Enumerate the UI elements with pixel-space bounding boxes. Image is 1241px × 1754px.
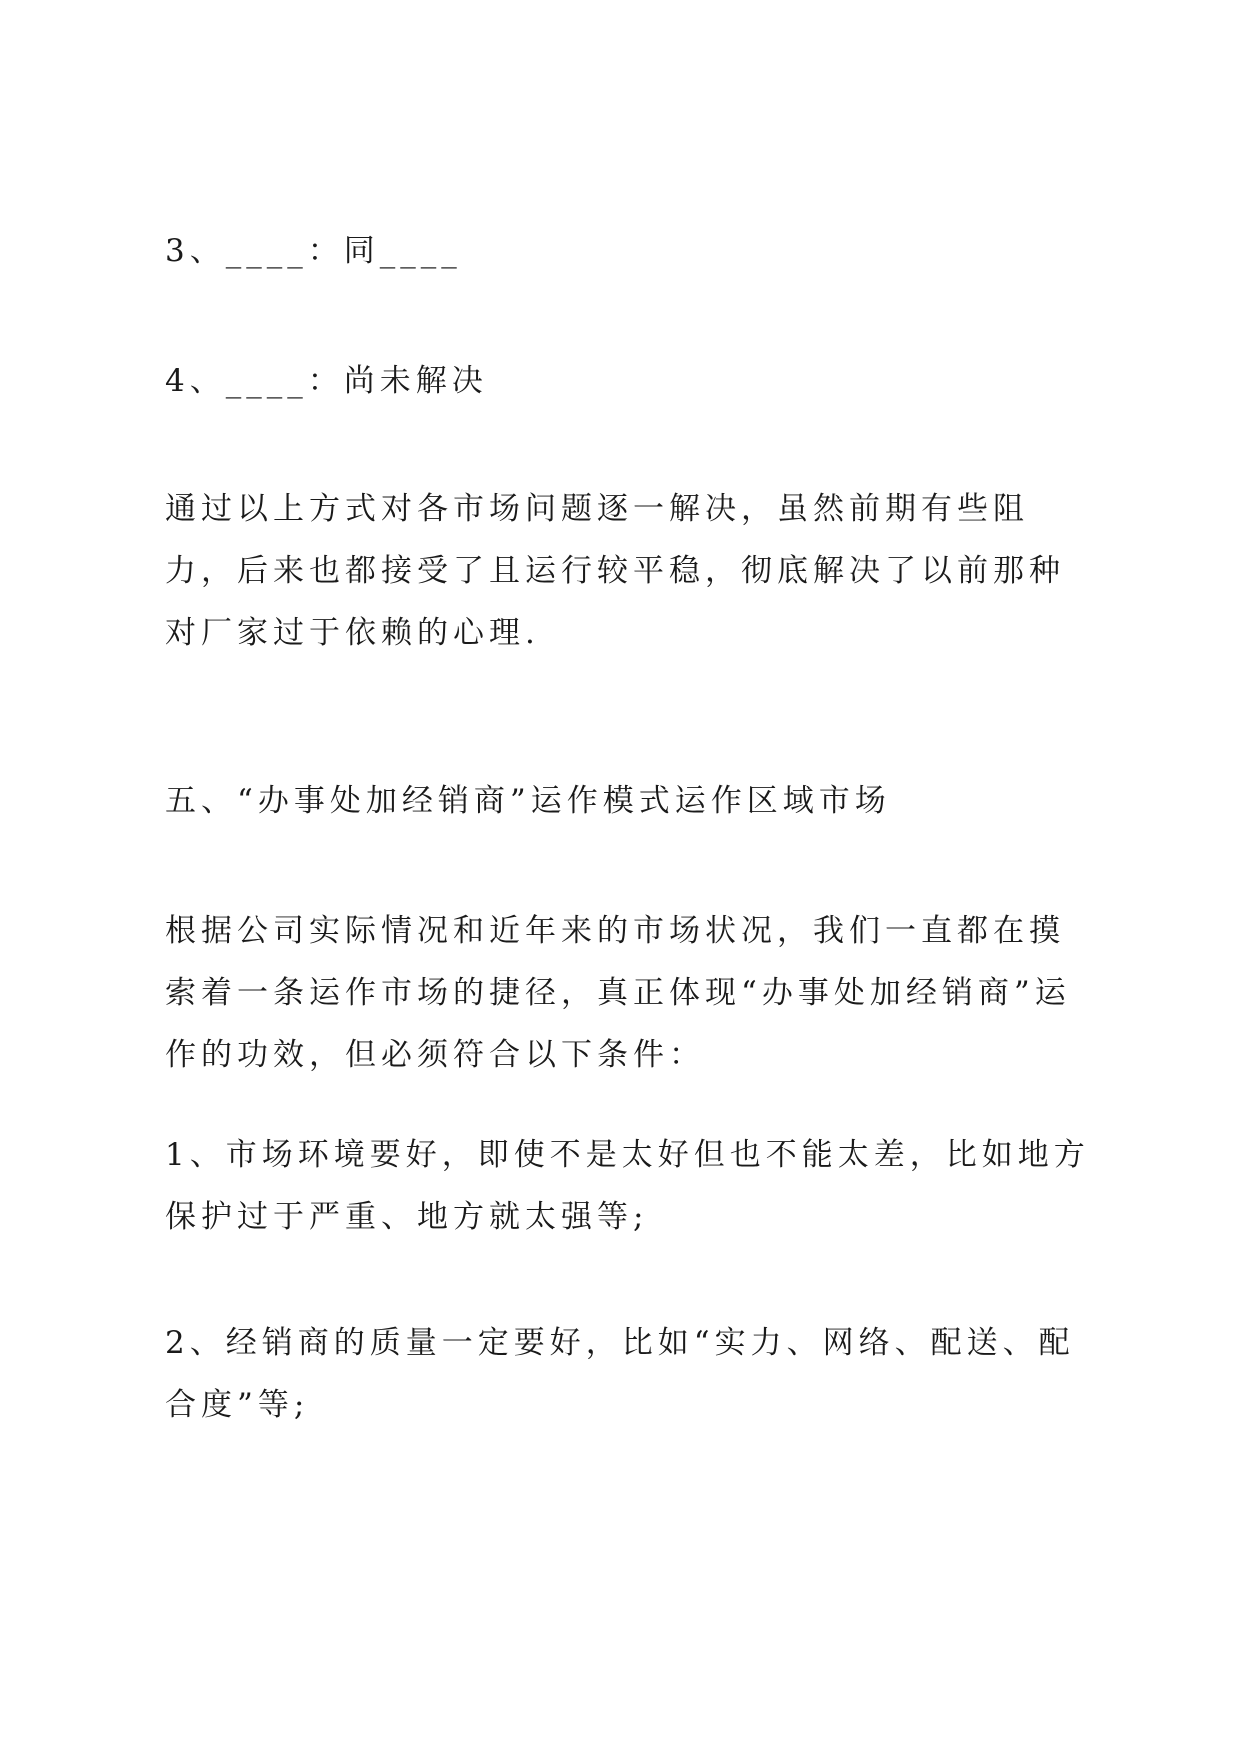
section-heading: 五、“办事处加经销商”运作模式运作区域市场 xyxy=(165,783,891,819)
body-paragraph: 根据公司实际情况和近年来的市场状况，我们一直都在摸索着一条运作市场的捷径，真正体现“办事处加经销商”运作的功效，但必须符合以下条件： xyxy=(165,913,1071,1073)
condition-item-2: 2、经销商的质量一定要好，比如“实力、网络、配送、配合度”等; xyxy=(165,1325,1075,1423)
list-item-4: 4、____：尚未解决 xyxy=(165,363,488,399)
condition-item-1: 1、市场环境要好，即使不是太好但也不能太差，比如地方保护过于严重、地方就太强等; xyxy=(165,1137,1090,1235)
body-paragraph: 通过以上方式对各市场问题逐一解决，虽然前期有些阻力，后来也都接受了且运行较平稳，彻底解决了以前那种对厂家过于依赖的心理. xyxy=(165,491,1065,651)
list-item-3: 3、____：同____ xyxy=(165,233,462,269)
